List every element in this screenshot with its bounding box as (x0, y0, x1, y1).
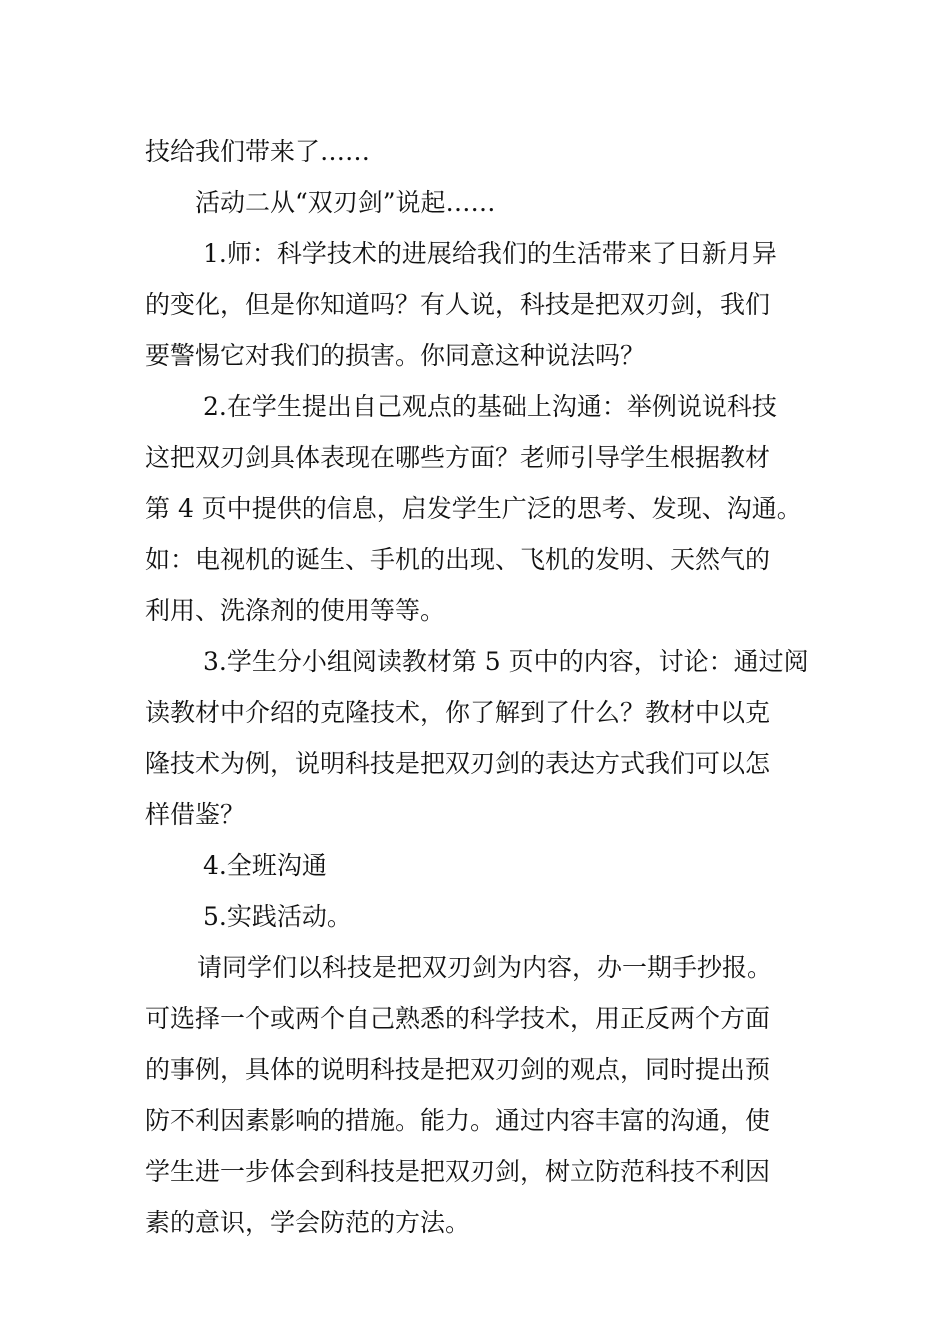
text-line: 读教材中介绍的克隆技术，你了解到了什么？教材中以克 (145, 698, 771, 727)
text-line: 2.在学生提出自己观点的基础上沟通：举例说说科技 (203, 392, 777, 421)
text-line: 请同学们以科技是把双刃剑为内容，办一期手抄报。 (197, 953, 773, 982)
body-text (145, 126, 810, 1248)
text-line: 4.全班沟通 (203, 851, 327, 880)
text-line: 学生进一步体会到科技是把双刃剑，树立防范科技不利因 (145, 1157, 771, 1186)
text-line: 可选择一个或两个自己熟悉的科学技术，用正反两个方面 (145, 1004, 771, 1033)
text-line: 这把双刃剑具体表现在哪些方面？老师引导学生根据教材 (145, 443, 771, 472)
text-line: 如：电视机的诞生、手机的出现、飞机的发明、天然气的 (145, 545, 771, 574)
text-line: 隆技术为例，说明科技是把双刃剑的表达方式我们可以怎 (145, 749, 771, 778)
text-line: 1.师：科学技术的进展给我们的生活带来了日新月异 (203, 239, 777, 268)
text-line: 样借鉴？ (145, 800, 246, 829)
text-line: 的事例，具体的说明科技是把双刃剑的观点，同时提出预 (145, 1055, 771, 1084)
text-line: 5.实践活动。 (203, 902, 352, 931)
text-line: 防不利因素影响的措施。能力。通过内容丰富的沟通，使 (145, 1106, 771, 1135)
text-line: 利用、洗涤剂的使用等等。 (145, 596, 446, 625)
text-line: 素的意识，学会防范的方法。 (145, 1208, 471, 1237)
section-heading: 活动二从“双刃剑”说起…… (195, 188, 496, 217)
text-line: 3.学生分小组阅读教材第 5 页中的内容，讨论：通过阅 (203, 647, 809, 676)
text-line: 要警惕它对我们的损害。你同意这种说法吗？ (145, 341, 646, 370)
text-line: 的变化，但是你知道吗？有人说，科技是把双刃剑，我们 (145, 290, 771, 319)
text-line: 技给我们带来了…… (145, 137, 371, 166)
text-line: 第 4 页中提供的信息，启发学生广泛的思考、发现、沟通。 (145, 494, 802, 523)
